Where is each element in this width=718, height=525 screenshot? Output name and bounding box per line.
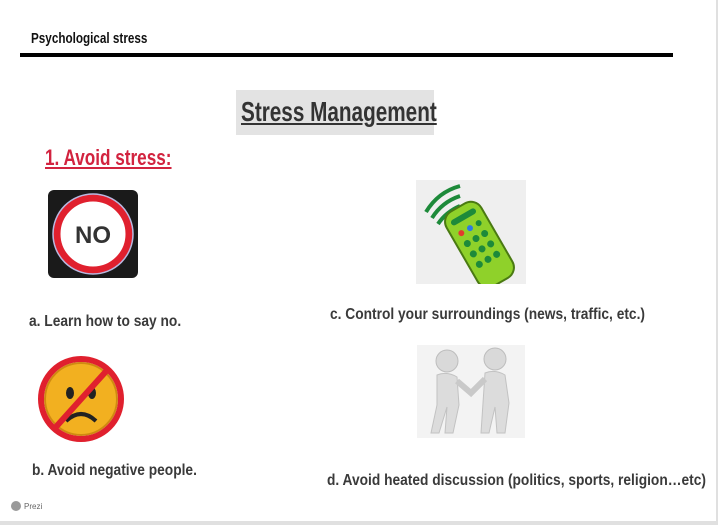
no-sign-text: NO [75,222,111,249]
item-avoid-negative: b. Avoid negative people. [32,462,197,479]
no-sign-icon [48,190,138,278]
prezi-badge [11,501,42,511]
figures-handshake-icon [417,345,525,438]
section-heading: 1. Avoid stress: [45,145,172,170]
no-frown-icon [36,355,126,443]
prezi-logo-icon [11,501,21,511]
header-divider [20,53,673,57]
header-title: Psychological stress [31,30,148,47]
item-say-no: a. Learn how to say no. [29,313,182,330]
slide-title: Stress Management [241,96,437,127]
item-avoid-heated: d. Avoid heated discussion (politics, sports, religion…etc) [327,472,706,489]
item-control-surroundings: c. Control your surroundings (news, traffic, etc.) [330,306,645,323]
remote-control-icon [416,180,526,284]
prezi-label: Prezi [24,501,43,511]
